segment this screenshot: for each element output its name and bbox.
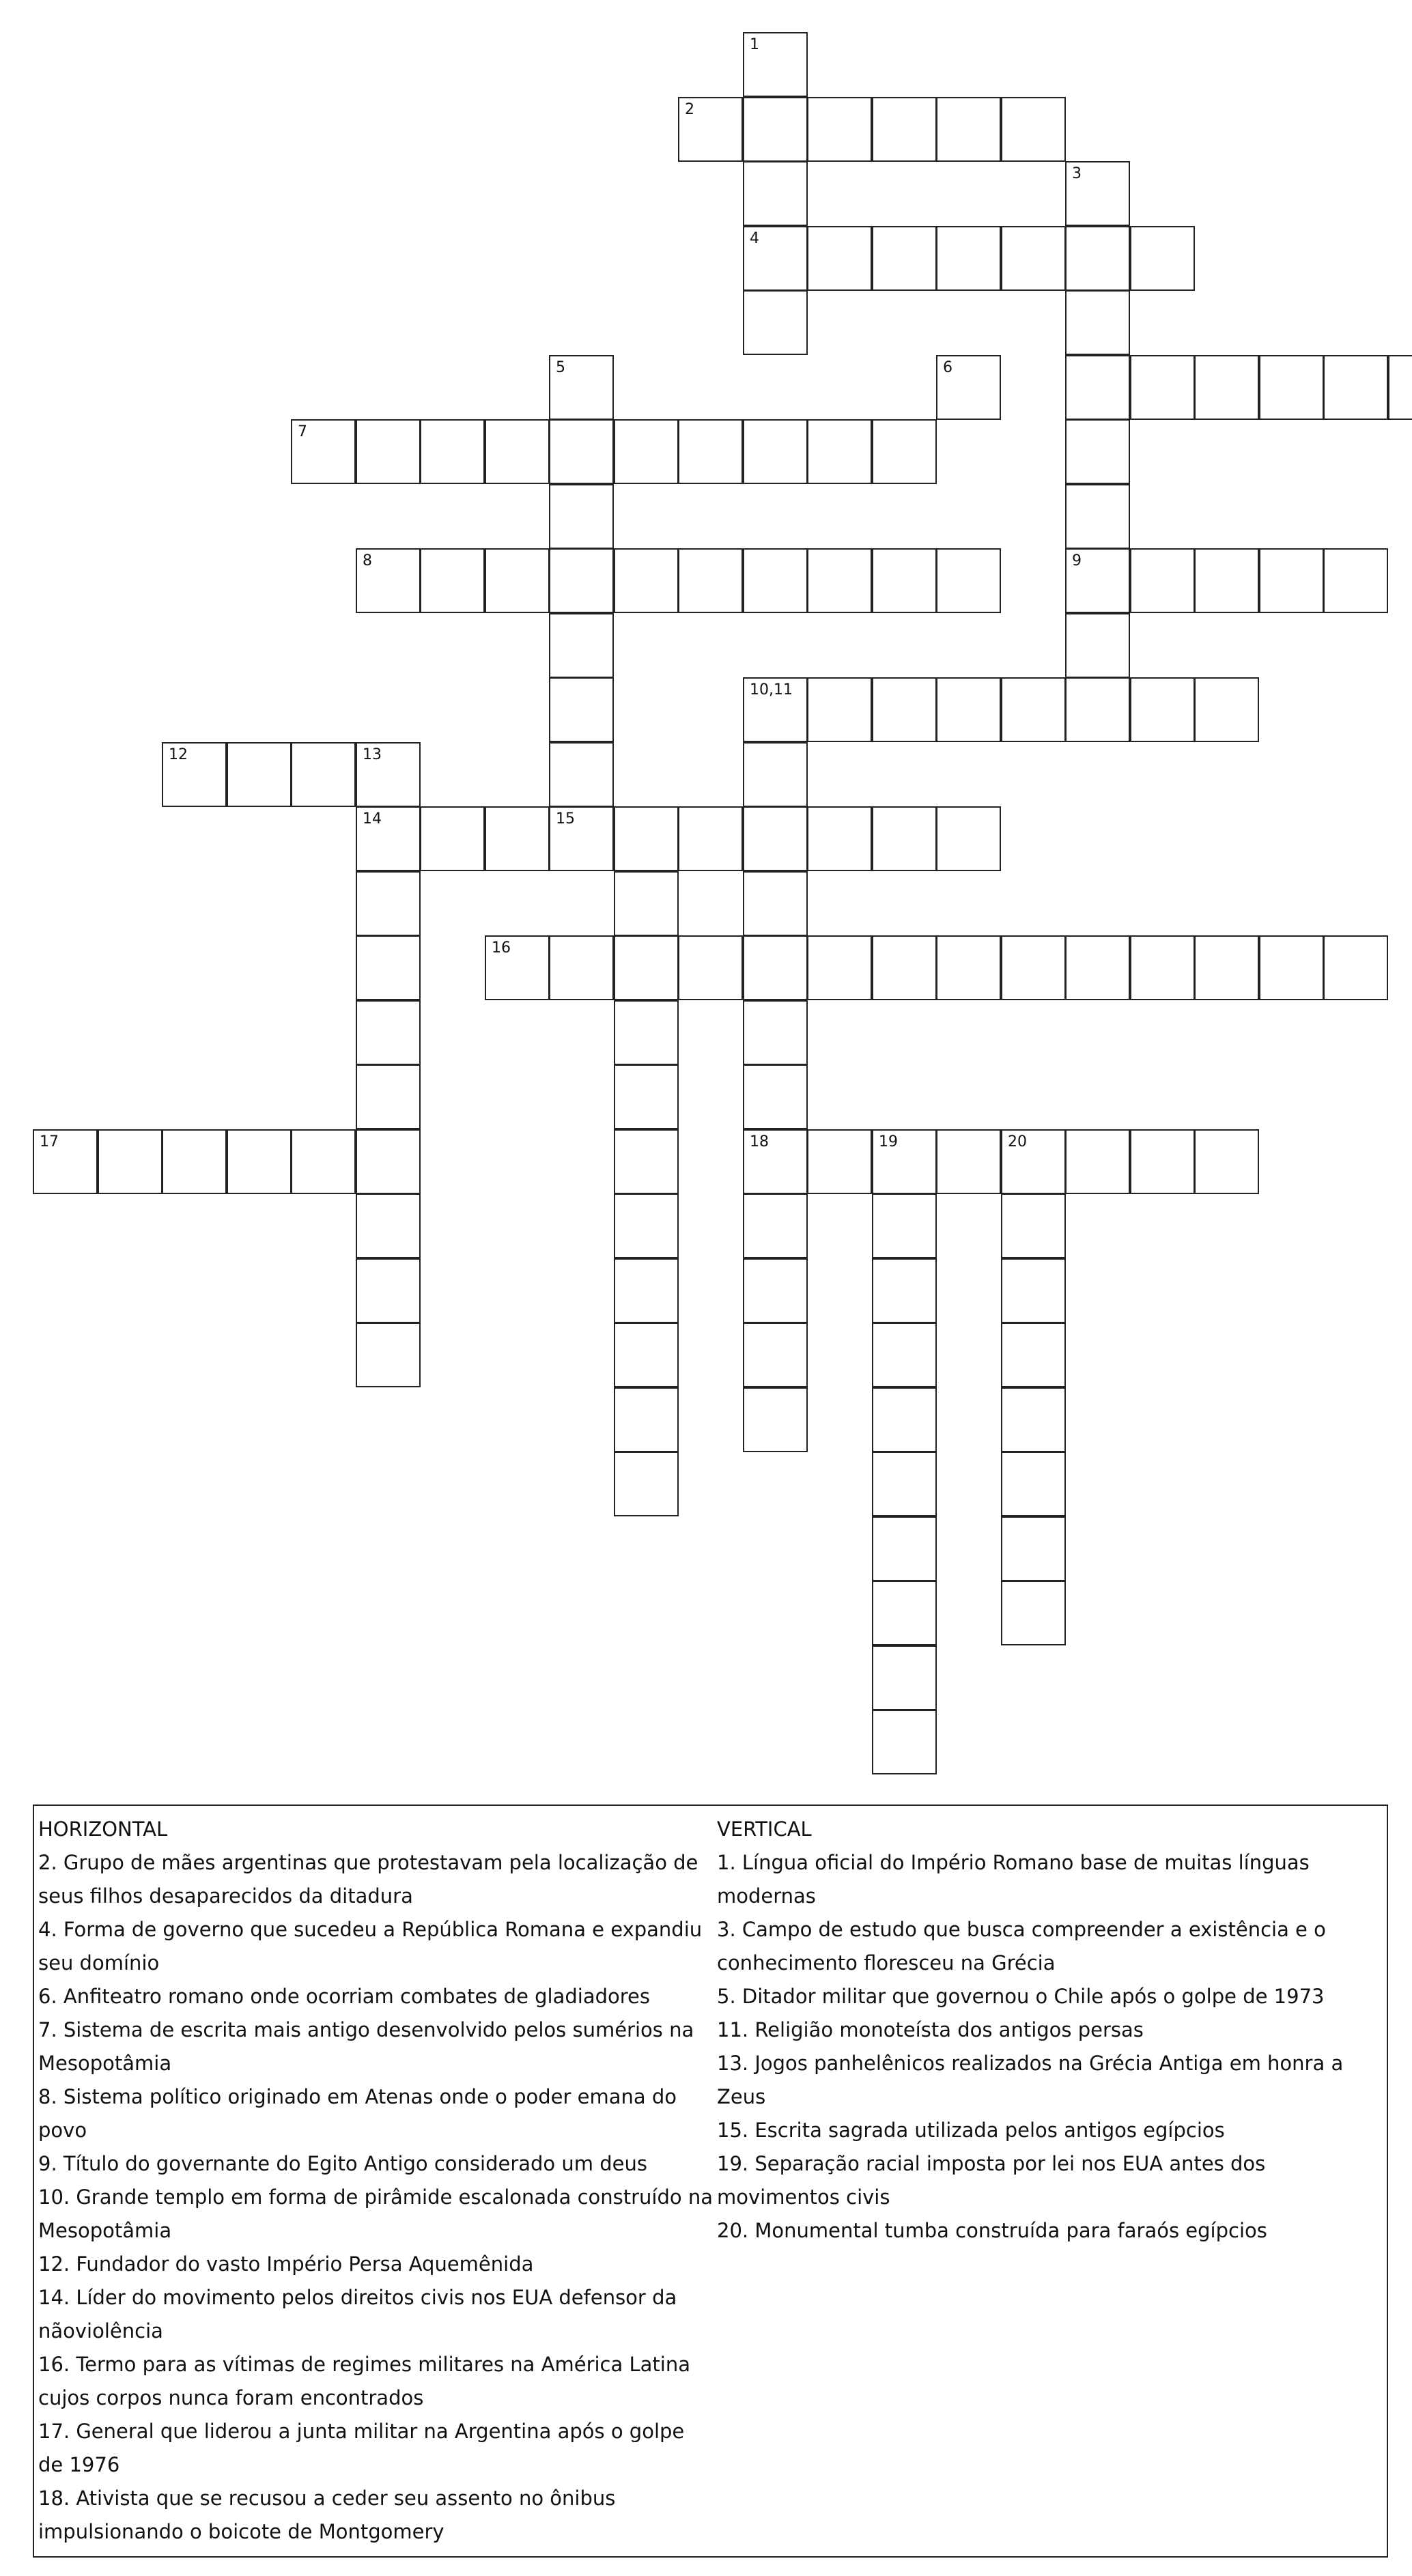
crossword-cell[interactable]: [549, 484, 614, 549]
crossword-cell[interactable]: [1001, 1129, 1066, 1194]
crossword-cell[interactable]: [614, 1193, 679, 1258]
horizontal-heading: HORIZONTAL: [38, 1817, 168, 1841]
crossword-cell[interactable]: [1194, 935, 1259, 1000]
crossword-cell[interactable]: [936, 935, 1001, 1000]
crossword-cell[interactable]: [227, 1129, 292, 1194]
crossword-cell[interactable]: [678, 419, 743, 484]
clue-vertical-1: 1. Língua oficial do Império Romano base de muitas línguas modernas: [717, 1851, 1310, 1908]
crossword-cell[interactable]: [872, 548, 937, 613]
clue-horizontal-6: 6. Anfiteatro romano onde ocorriam combates de gladiadores: [38, 1985, 650, 2008]
crossword-cell[interactable]: [872, 1258, 937, 1323]
clue-number: 7: [298, 423, 307, 440]
crossword-cell[interactable]: [743, 1322, 808, 1387]
crossword-cell[interactable]: [614, 1322, 679, 1387]
crossword-cell[interactable]: [1001, 1516, 1066, 1581]
crossword-cell[interactable]: [1065, 290, 1130, 355]
crossword-cell[interactable]: [678, 806, 743, 871]
crossword-cell[interactable]: [1130, 677, 1195, 742]
crossword-cell[interactable]: [872, 419, 937, 484]
crossword-cell[interactable]: [356, 1193, 421, 1258]
crossword-cell[interactable]: [872, 935, 937, 1000]
crossword-cell[interactable]: [614, 935, 679, 1000]
crossword-cell[interactable]: [872, 1516, 937, 1581]
crossword-cell[interactable]: [227, 742, 292, 807]
crossword-cell[interactable]: [1065, 226, 1130, 291]
crossword-cell[interactable]: [614, 1258, 679, 1323]
crossword-cell[interactable]: [549, 742, 614, 807]
crossword-cell[interactable]: [1130, 355, 1195, 420]
crossword-cell[interactable]: [743, 161, 808, 226]
crossword-cell[interactable]: [162, 1129, 227, 1194]
crossword-cell[interactable]: [678, 97, 743, 162]
crossword-cell[interactable]: [1194, 1129, 1259, 1194]
crossword-cell[interactable]: [549, 613, 614, 678]
crossword-cell[interactable]: [743, 935, 808, 1000]
clue-number: 17: [40, 1133, 59, 1150]
crossword-cell[interactable]: [1065, 613, 1130, 678]
clue-number: 18: [750, 1133, 769, 1150]
crossword-cell[interactable]: [33, 1129, 98, 1194]
crossword-cell[interactable]: [1001, 1258, 1066, 1323]
clue-horizontal-17: 17. General que liderou a junta militar na Argentina após o golpe de 1976: [38, 2420, 685, 2476]
crossword-cell[interactable]: [356, 419, 421, 484]
crossword-cell[interactable]: [872, 226, 937, 291]
clue-vertical-20: 20. Monumental tumba construída para faraós egípcios: [717, 2219, 1267, 2242]
crossword-cell[interactable]: [549, 419, 614, 484]
crossword-cell[interactable]: [872, 806, 937, 871]
crossword-cell[interactable]: [1259, 935, 1324, 1000]
crossword-cell[interactable]: [743, 32, 808, 97]
clue-number: 1: [750, 36, 759, 53]
crossword-cell[interactable]: [614, 1452, 679, 1516]
crossword-cell[interactable]: [872, 1322, 937, 1387]
crossword-cell[interactable]: [678, 935, 743, 1000]
clue-horizontal-9: 9. Título do governante do Egito Antigo considerado um deus: [38, 2152, 647, 2175]
crossword-cell[interactable]: [1065, 355, 1130, 420]
clue-number: 20: [1008, 1133, 1027, 1150]
crossword-cell[interactable]: [1001, 1452, 1066, 1516]
crossword-cell[interactable]: [743, 1064, 808, 1129]
crossword-cell[interactable]: [356, 935, 421, 1000]
crossword-cell[interactable]: [807, 226, 872, 291]
crossword-cell[interactable]: [1001, 935, 1066, 1000]
crossword-cell[interactable]: [549, 548, 614, 613]
crossword-cell[interactable]: [872, 1710, 937, 1774]
clue-number: 14: [363, 810, 382, 827]
crossword-cell[interactable]: [807, 97, 872, 162]
crossword-cell[interactable]: [743, 290, 808, 355]
crossword-cell[interactable]: [743, 548, 808, 613]
clue-vertical-3: 3. Campo de estudo que busca compreender a existência e o conhecimento floresceu na Grécia: [717, 1918, 1326, 1975]
crossword-cell[interactable]: [614, 1000, 679, 1065]
crossword-cell[interactable]: [614, 1129, 679, 1194]
crossword-cell[interactable]: [807, 806, 872, 871]
crossword-cell[interactable]: [549, 677, 614, 742]
crossword-cell[interactable]: [1130, 1129, 1195, 1194]
crossword-cell[interactable]: [872, 1129, 937, 1194]
crossword-cell[interactable]: [1259, 548, 1324, 613]
crossword-cell[interactable]: [936, 226, 1001, 291]
crossword-cell[interactable]: [1001, 1581, 1066, 1645]
crossword-cell[interactable]: [743, 1258, 808, 1323]
clue-number: 19: [879, 1133, 898, 1150]
clue-horizontal-10: 10. Grande templo em forma de pirâmide escalonada construído na Mesopotâmia: [38, 2185, 713, 2242]
crossword-cell[interactable]: [356, 1322, 421, 1387]
crossword-cell[interactable]: [1130, 935, 1195, 1000]
crossword-cell[interactable]: [936, 806, 1001, 871]
crossword-cell[interactable]: [1001, 1193, 1066, 1258]
clue-horizontal-2: 2. Grupo de mães argentinas que protestavam pela localização de seus filhos desaparecidos da ditadura: [38, 1851, 698, 1908]
crossword-cell[interactable]: [743, 1000, 808, 1065]
clue-number: 15: [556, 810, 575, 827]
crossword-cell[interactable]: [872, 677, 937, 742]
crossword-cell[interactable]: [420, 806, 485, 871]
crossword-cell[interactable]: [743, 1193, 808, 1258]
crossword-cell[interactable]: [1001, 226, 1066, 291]
crossword-cell[interactable]: [872, 1387, 937, 1452]
clue-number: 4: [750, 230, 759, 247]
crossword-cell[interactable]: [1065, 484, 1130, 549]
crossword-cell[interactable]: [549, 355, 614, 420]
crossword-cell[interactable]: [356, 742, 421, 807]
crossword-cell[interactable]: [1065, 548, 1130, 613]
clue-horizontal-14: 14. Líder do movimento pelos direitos civis nos EUA defensor da nãoviolência: [38, 2286, 677, 2343]
clue-horizontal-12: 12. Fundador do vasto Império Persa Aquemênida: [38, 2252, 534, 2276]
crossword-cell[interactable]: [872, 1193, 937, 1258]
crossword-cell[interactable]: [807, 548, 872, 613]
crossword-cell[interactable]: [743, 871, 808, 936]
crossword-cell[interactable]: [162, 742, 227, 807]
crossword-cell[interactable]: [743, 419, 808, 484]
clue-vertical-19: 19. Separação racial imposta por lei nos EUA antes dos movimentos civis: [717, 2152, 1266, 2209]
crossword-cell[interactable]: [1065, 419, 1130, 484]
clue-number: 13: [363, 746, 382, 763]
crossword-cell[interactable]: [485, 419, 550, 484]
crossword-cell[interactable]: [678, 548, 743, 613]
crossword-cell[interactable]: [1323, 355, 1388, 420]
vertical-clues: [717, 1813, 1383, 2248]
crossword-cell[interactable]: [1130, 226, 1195, 291]
crossword-cell[interactable]: [743, 1387, 808, 1452]
crossword-cell[interactable]: [872, 97, 937, 162]
crossword-cell[interactable]: [614, 1387, 679, 1452]
crossword-cell[interactable]: [614, 419, 679, 484]
crossword-cell[interactable]: [485, 935, 550, 1000]
crossword-cell[interactable]: [1065, 161, 1130, 226]
crossword-cell[interactable]: [1001, 1322, 1066, 1387]
crossword-cell[interactable]: [1194, 548, 1259, 613]
clue-vertical-13: 13. Jogos panhelênicos realizados na Grécia Antiga em honra a Zeus: [717, 2052, 1344, 2108]
crossword-cell[interactable]: [614, 806, 679, 871]
crossword-cell[interactable]: [936, 355, 1001, 420]
crossword-cell[interactable]: [614, 871, 679, 936]
clue-number: 6: [943, 359, 952, 376]
clue-number: 5: [556, 359, 565, 376]
clue-horizontal-16: 16. Termo para as vítimas de regimes militares na América Latina cujos corpos nunca foram encontrados: [38, 2353, 690, 2409]
clue-horizontal-18: 18. Ativista que se recusou a ceder seu assento no ônibus impulsionando o boicote de Montgomery: [38, 2487, 616, 2543]
crossword-cell[interactable]: [420, 548, 485, 613]
crossword-cell[interactable]: [356, 1258, 421, 1323]
crossword-cell[interactable]: [1259, 355, 1324, 420]
crossword-cell[interactable]: [356, 1064, 421, 1129]
crossword-cell[interactable]: [743, 677, 808, 742]
crossword-cell[interactable]: [743, 1129, 808, 1194]
crossword-cell[interactable]: [549, 935, 614, 1000]
crossword-cell[interactable]: [807, 677, 872, 742]
crossword-cell[interactable]: [1323, 935, 1388, 1000]
crossword-cell[interactable]: [936, 677, 1001, 742]
crossword-cell[interactable]: [1194, 677, 1259, 742]
clue-number: 12: [169, 746, 188, 763]
crossword-cell[interactable]: [936, 1129, 1001, 1194]
crossword-cell[interactable]: [356, 806, 421, 871]
horizontal-clues: [38, 1813, 714, 2549]
crossword-cell[interactable]: [291, 742, 356, 807]
crossword-cell[interactable]: [549, 806, 614, 871]
crossword-cell[interactable]: [872, 1645, 937, 1710]
crossword-cell[interactable]: [872, 1452, 937, 1516]
crossword-cell[interactable]: [743, 806, 808, 871]
clue-horizontal-7: 7. Sistema de escrita mais antigo desenvolvido pelos sumérios na Mesopotâmia: [38, 2018, 694, 2075]
clue-horizontal-8: 8. Sistema político originado em Atenas onde o poder emana do povo: [38, 2085, 677, 2142]
vertical-heading: VERTICAL: [717, 1817, 812, 1841]
crossword-cell[interactable]: [1001, 1387, 1066, 1452]
crossword-cell[interactable]: [743, 97, 808, 162]
clue-vertical-15: 15. Escrita sagrada utilizada pelos antigos egípcios: [717, 2119, 1225, 2142]
crossword-cell[interactable]: [1323, 548, 1388, 613]
crossword-cell[interactable]: [1001, 677, 1066, 742]
clue-number: 16: [492, 939, 511, 957]
crossword-cell[interactable]: [1001, 97, 1066, 162]
clues-box: [33, 1804, 1388, 2558]
crossword-cell[interactable]: [872, 1581, 937, 1645]
crossword-cell[interactable]: [743, 742, 808, 807]
crossword-cell[interactable]: [807, 935, 872, 1000]
clue-horizontal-4: 4. Forma de governo que sucedeu a República Romana e expandiu seu domínio: [38, 1918, 703, 1975]
crossword-cell[interactable]: [614, 548, 679, 613]
clue-number: 10,11: [750, 681, 793, 698]
crossword-cell[interactable]: [356, 548, 421, 613]
crossword-cell[interactable]: [1065, 935, 1130, 1000]
crossword-cell[interactable]: [1194, 355, 1259, 420]
clue-vertical-5: 5. Ditador militar que governou o Chile após o golpe de 1973: [717, 1985, 1325, 2008]
crossword-cell[interactable]: [743, 226, 808, 291]
crossword-cell[interactable]: [807, 419, 872, 484]
crossword-cell[interactable]: [485, 806, 550, 871]
crossword-cell[interactable]: [291, 419, 356, 484]
crossword-cell[interactable]: [1065, 1129, 1130, 1194]
crossword-cell[interactable]: [291, 1129, 356, 1194]
crossword-cell[interactable]: [98, 1129, 163, 1194]
crossword-cell[interactable]: [356, 871, 421, 936]
crossword-cell[interactable]: [614, 1064, 679, 1129]
crossword-cell[interactable]: [485, 548, 550, 613]
crossword-cell[interactable]: [420, 419, 485, 484]
clue-vertical-11: 11. Religião monoteísta dos antigos persas: [717, 2018, 1144, 2041]
crossword-cell[interactable]: [1130, 548, 1195, 613]
clue-number: 2: [685, 101, 694, 118]
crossword-cell[interactable]: [936, 548, 1001, 613]
crossword-cell[interactable]: [356, 1000, 421, 1065]
crossword-cell[interactable]: [807, 1129, 872, 1194]
clue-number: 8: [363, 552, 372, 569]
clue-number: 9: [1072, 552, 1082, 569]
crossword-cell[interactable]: [1065, 677, 1130, 742]
crossword-cell[interactable]: [1388, 355, 1412, 420]
crossword-cell[interactable]: [356, 1129, 421, 1194]
crossword-cell[interactable]: [936, 97, 1001, 162]
clue-number: 3: [1072, 165, 1082, 182]
